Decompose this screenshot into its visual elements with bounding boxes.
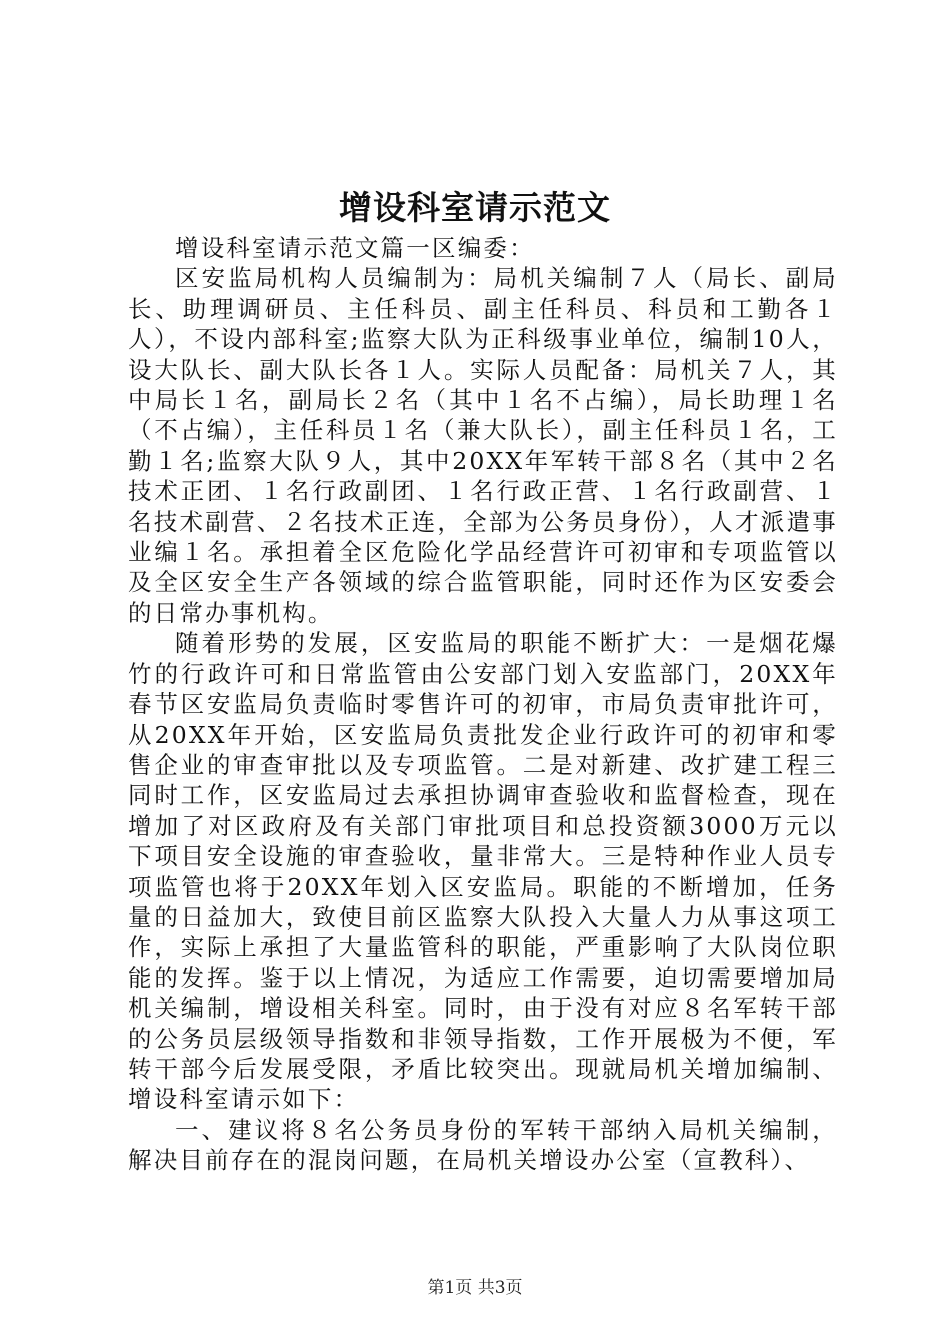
paragraph-salutation: 增设科室请示范文篇一区编委： (175, 234, 535, 262)
paragraph-staffing: 区安监局机构人员编制为：局机关编制７人（局长、副局长、助理调研员、主任科员、副主任科员、科员和工勤各１人），不设内部科室;监察大队为正科级事业单位，编制10人，设大队长、副大队长各１人。实际人员配备：局机关７人，其中局长１名，副局长２名（其中１名不占编），局长助理１名（不占编），主任科员１名（兼大队长），副主任科员１名，工勤１名;监察大队９人，其中20XX年军转干部８名（其中２名技术正团、１名行政副团、１名行政正营、１名行政副营、１名技术副营、２名技术正连，全部为公务员身份），人才派遣事业编１名。承担着全区危险化学品经营许可初审和专项监管以及全区安全生产各领域的综合监管职能，同时还作为区安委会的日常办事机构。 (128, 264, 838, 627)
page-number-footer: 第1页 共3页 (427, 1278, 523, 1298)
document-body (128, 233, 838, 1176)
document-title: 增设科室请示范文 (339, 188, 611, 227)
paragraph-proposal: 一、建议将８名公务员身份的军转干部纳入局机关编制，解决目前存在的混岗问题，在局机关增设办公室（宣教科）、 (128, 1115, 838, 1175)
paragraph-duties: 随着形势的发展，区安监局的职能不断扩大：一是烟花爆竹的行政许可和日常监管由公安部门划入安监部门，20XX年春节区安监局负责临时零售许可的初审，市局负责审批许可，从20XX年开始，区安监局负责批发企业行政许可的初审和零售企业的审查审批以及专项监管。二是对新建、改扩建工程三同时工作，区安监局过去承担协调审查验收和监督检查，现在增加了对区政府及有关部门审批项目和总投资额3000万元以下项目安全设施的审查验收，量非常大。三是特种作业人员专项监管也将于20XX年划入区安监局。职能的不断增加，任务量的日益加大，致使目前区监察大队投入大量人力从事这项工作，实际上承担了大量监管科的职能，严重影响了大队岗位职能的发挥。鉴于以上情况，为适应工作需要，迫切需要增加局机关编制，增设相关科室。同时，由于没有对应８名军转干部的公务员层级领导指数和非领导指数，工作开展极为不便，军转干部今后发展受限，矛盾比较突出。现就局机关增加编制、增设科室请示如下： (128, 629, 838, 1114)
